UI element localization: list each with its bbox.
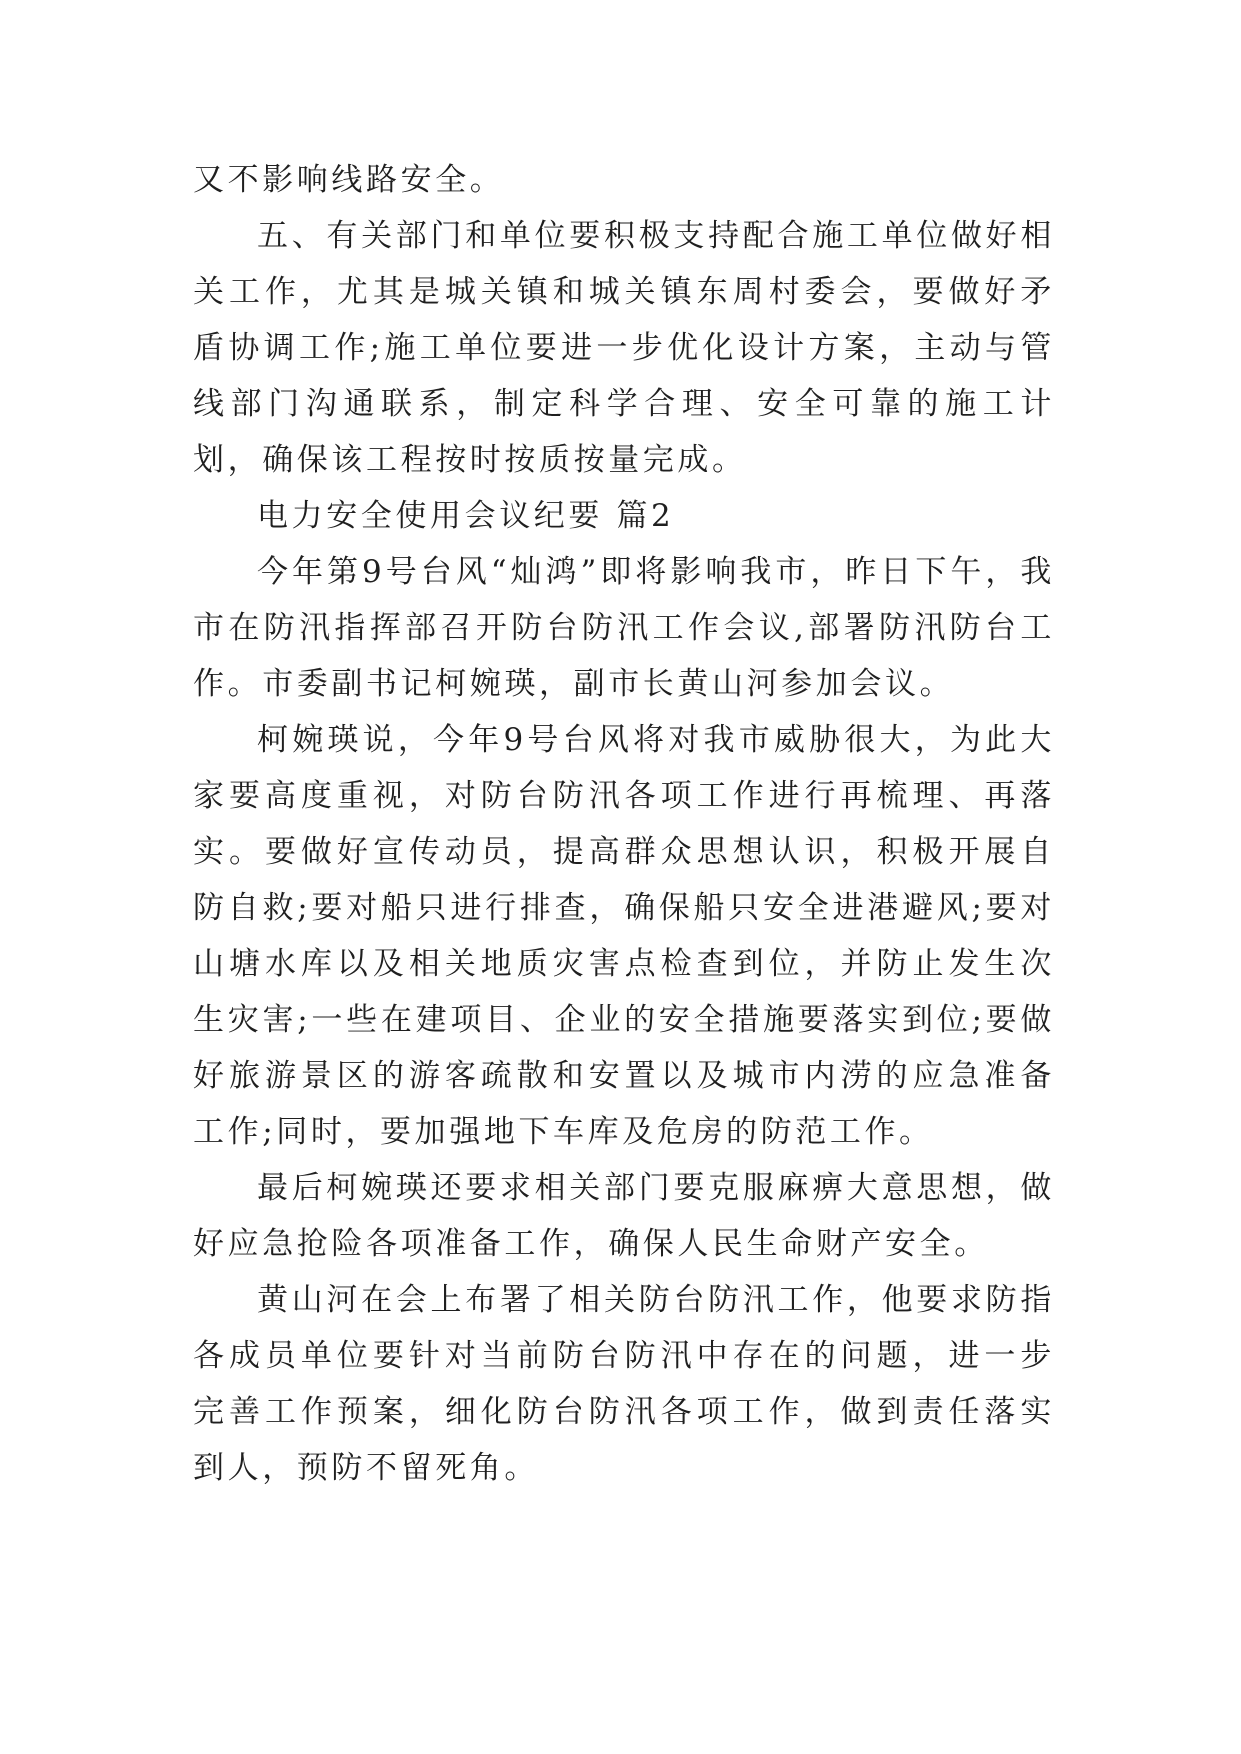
document-body	[193, 152, 1055, 1496]
section-heading: 电力安全使用会议纪要 篇2	[257, 498, 675, 534]
paragraph-huang-deployment: 黄山河在会上布署了相关防台防汛工作，他要求防指各成员单位要针对当前防台防汛中存在的问题，进一步完善工作预案，细化防台防汛各项工作，做到责任落实到人，预防不留死角。	[193, 1282, 1055, 1486]
paragraph-ke-speech: 柯婉瑛说，今年9号台风将对我市威胁很大，为此大家要高度重视，对防台防汛各项工作进行再梳理、再落实。要做好宣传动员，提高群众思想认识，积极开展自防自救;要对船只进行排查，确保船只安全进港避风;要对山塘水库以及相关地质灾害点检查到位，并防止发生次生灾害;一些在建项目、企业的安全措施要落实到位;要做好旅游景区的游客疏散和安置以及城市内涝的应急准备工作;同时，要加强地下车库及危房的防范工作。	[193, 722, 1055, 1150]
paragraph-typhoon-meeting: 今年第9号台风“灿鸿”即将影响我市，昨日下午，我市在防汛指挥部召开防台防汛工作会议,部署防汛防台工作。市委副书记柯婉瑛，副市长黄山河参加会议。	[193, 554, 1055, 702]
paragraph-continuation: 又不影响线路安全。	[193, 162, 505, 198]
paragraph-ke-request: 最后柯婉瑛还要求相关部门要克服麻痹大意思想，做好应急抢险各项准备工作，确保人民生命财产安全。	[193, 1170, 1055, 1262]
paragraph-item-five: 五、有关部门和单位要积极支持配合施工单位做好相关工作，尤其是城关镇和城关镇东周村委会，要做好矛盾协调工作;施工单位要进一步优化设计方案，主动与管线部门沟通联系，制定科学合理、安全可靠的施工计划，确保该工程按时按质按量完成。	[193, 218, 1055, 478]
